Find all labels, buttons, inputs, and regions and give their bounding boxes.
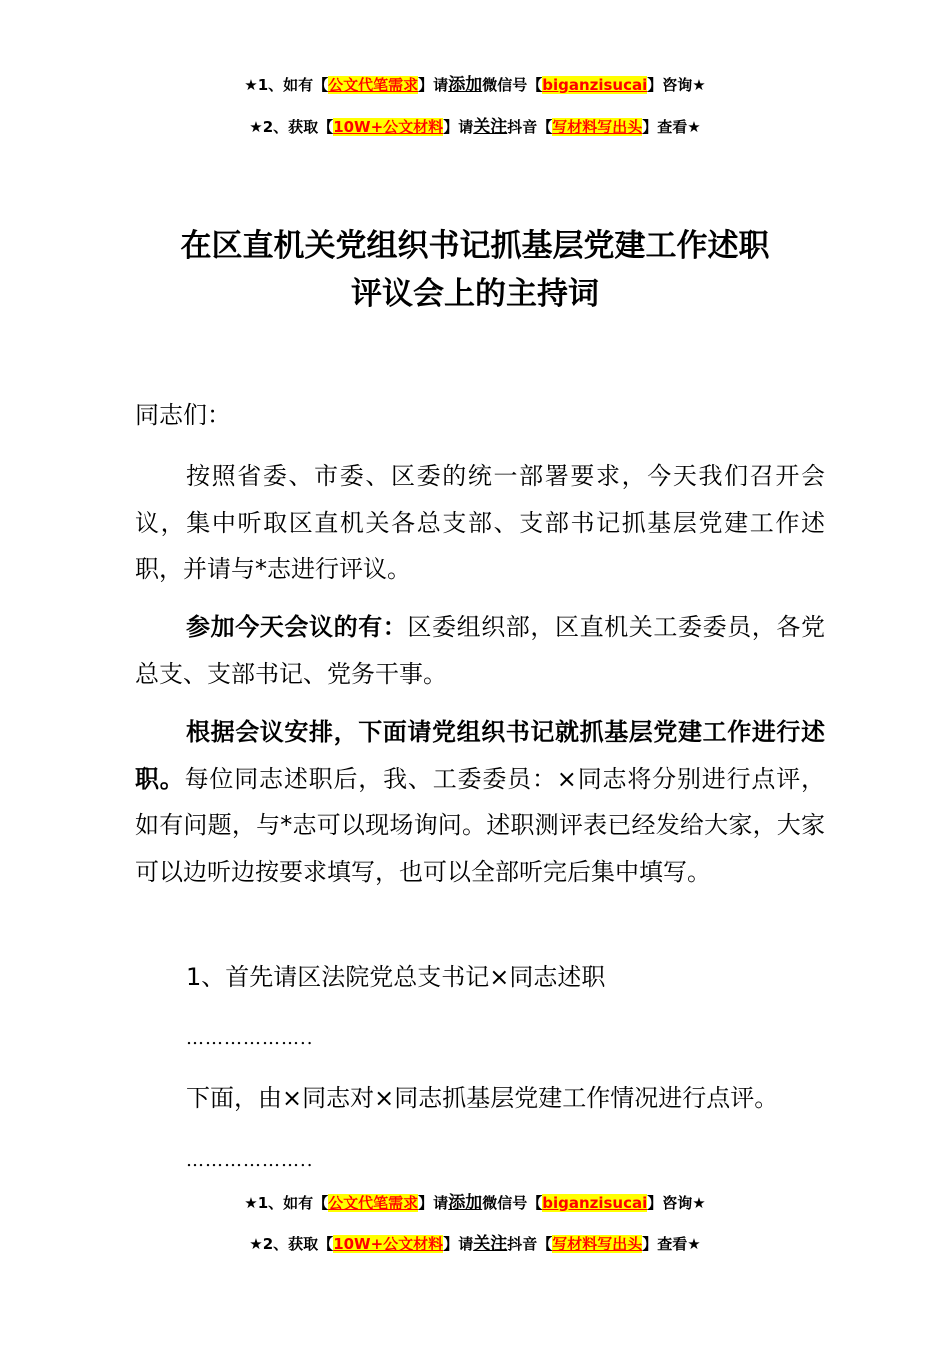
document-title bbox=[100, 222, 850, 318]
notice-text: 】请 bbox=[418, 76, 449, 94]
notice-text: 微信号【 bbox=[482, 76, 543, 94]
notice-highlight: 10W+公文材料 bbox=[333, 118, 444, 136]
paragraph-3 bbox=[135, 709, 825, 895]
title-line-2: 评议会上的主持词 bbox=[351, 276, 599, 312]
notice-highlight: 写材料写出头 bbox=[552, 118, 643, 136]
notice-emphasis: 关注 bbox=[473, 117, 508, 137]
paragraph-2 bbox=[135, 604, 825, 697]
notice-highlight: 写材料写出头 bbox=[552, 1235, 643, 1253]
notice-highlight: biganzisucai bbox=[542, 76, 648, 94]
notice-emphasis: 添加 bbox=[448, 1193, 483, 1213]
notice-prefix: ★2、获取【 bbox=[249, 118, 334, 136]
top-notice-line-1 bbox=[0, 70, 950, 95]
agenda-item-1: 1、首先请区法院党总支书记×同志述职 bbox=[186, 963, 606, 991]
ellipsis-line-2: ……………….. bbox=[186, 1150, 314, 1171]
notice-text: 抖音【 bbox=[507, 1235, 553, 1253]
paragraph-1: 按照省委、市委、区委的统一部署要求，今天我们召开会议，集中听取区直机关各总支部、支部书记抓基层党建工作述职，并请与*志进行评议。 bbox=[135, 462, 825, 583]
notice-text: 抖音【 bbox=[507, 118, 553, 136]
notice-suffix: 】咨询★ bbox=[647, 1194, 706, 1212]
notice-suffix: 】咨询★ bbox=[647, 76, 706, 94]
bottom-notice-line-2 bbox=[0, 1229, 950, 1254]
paragraph-2-text: 区委组织部，区直机关工委委员，各党总支、支部书记、党务干事。 bbox=[135, 613, 826, 688]
bottom-notice-line-1 bbox=[0, 1188, 950, 1213]
notice-text: 】请 bbox=[418, 1194, 449, 1212]
notice-emphasis: 关注 bbox=[473, 1234, 508, 1254]
notice-emphasis: 添加 bbox=[448, 75, 483, 95]
notice-prefix: ★2、获取【 bbox=[249, 1235, 334, 1253]
paragraph-3-label: 根据会议安排，下面请党组织书记就抓基层党建工作进行述职。 bbox=[135, 718, 825, 793]
notice-highlight: 公文代笔需求 bbox=[328, 76, 419, 94]
ellipsis-line-1: ……………….. bbox=[186, 1028, 314, 1049]
notice-text: 】请 bbox=[443, 1235, 474, 1253]
notice-prefix: ★1、如有【 bbox=[244, 76, 329, 94]
review-line: 下面，由×同志对×同志抓基层党建工作情况进行点评。 bbox=[186, 1084, 779, 1112]
notice-highlight: biganzisucai bbox=[542, 1194, 648, 1212]
top-notice-line-2 bbox=[0, 112, 950, 137]
paragraph-3-text: 每位同志述职后，我、工委委员：×同志将分别进行点评，如有问题，与*志可以现场询问。述职测评表已经发给大家，大家可以边听边按要求填写，也可以全部听完后集中填写。 bbox=[135, 764, 826, 886]
salutation: 同志们： bbox=[135, 401, 231, 429]
notice-suffix: 】查看★ bbox=[642, 118, 701, 136]
notice-text: 微信号【 bbox=[482, 1194, 543, 1212]
notice-prefix: ★1、如有【 bbox=[244, 1194, 329, 1212]
title-line-1: 在区直机关党组织书记抓基层党建工作述职 bbox=[180, 228, 770, 264]
notice-suffix: 】查看★ bbox=[642, 1235, 701, 1253]
notice-text: 】请 bbox=[443, 118, 474, 136]
notice-highlight: 10W+公文材料 bbox=[333, 1235, 444, 1253]
paragraph-2-label: 参加今天会议的有： bbox=[186, 613, 408, 641]
notice-highlight: 公文代笔需求 bbox=[328, 1194, 419, 1212]
